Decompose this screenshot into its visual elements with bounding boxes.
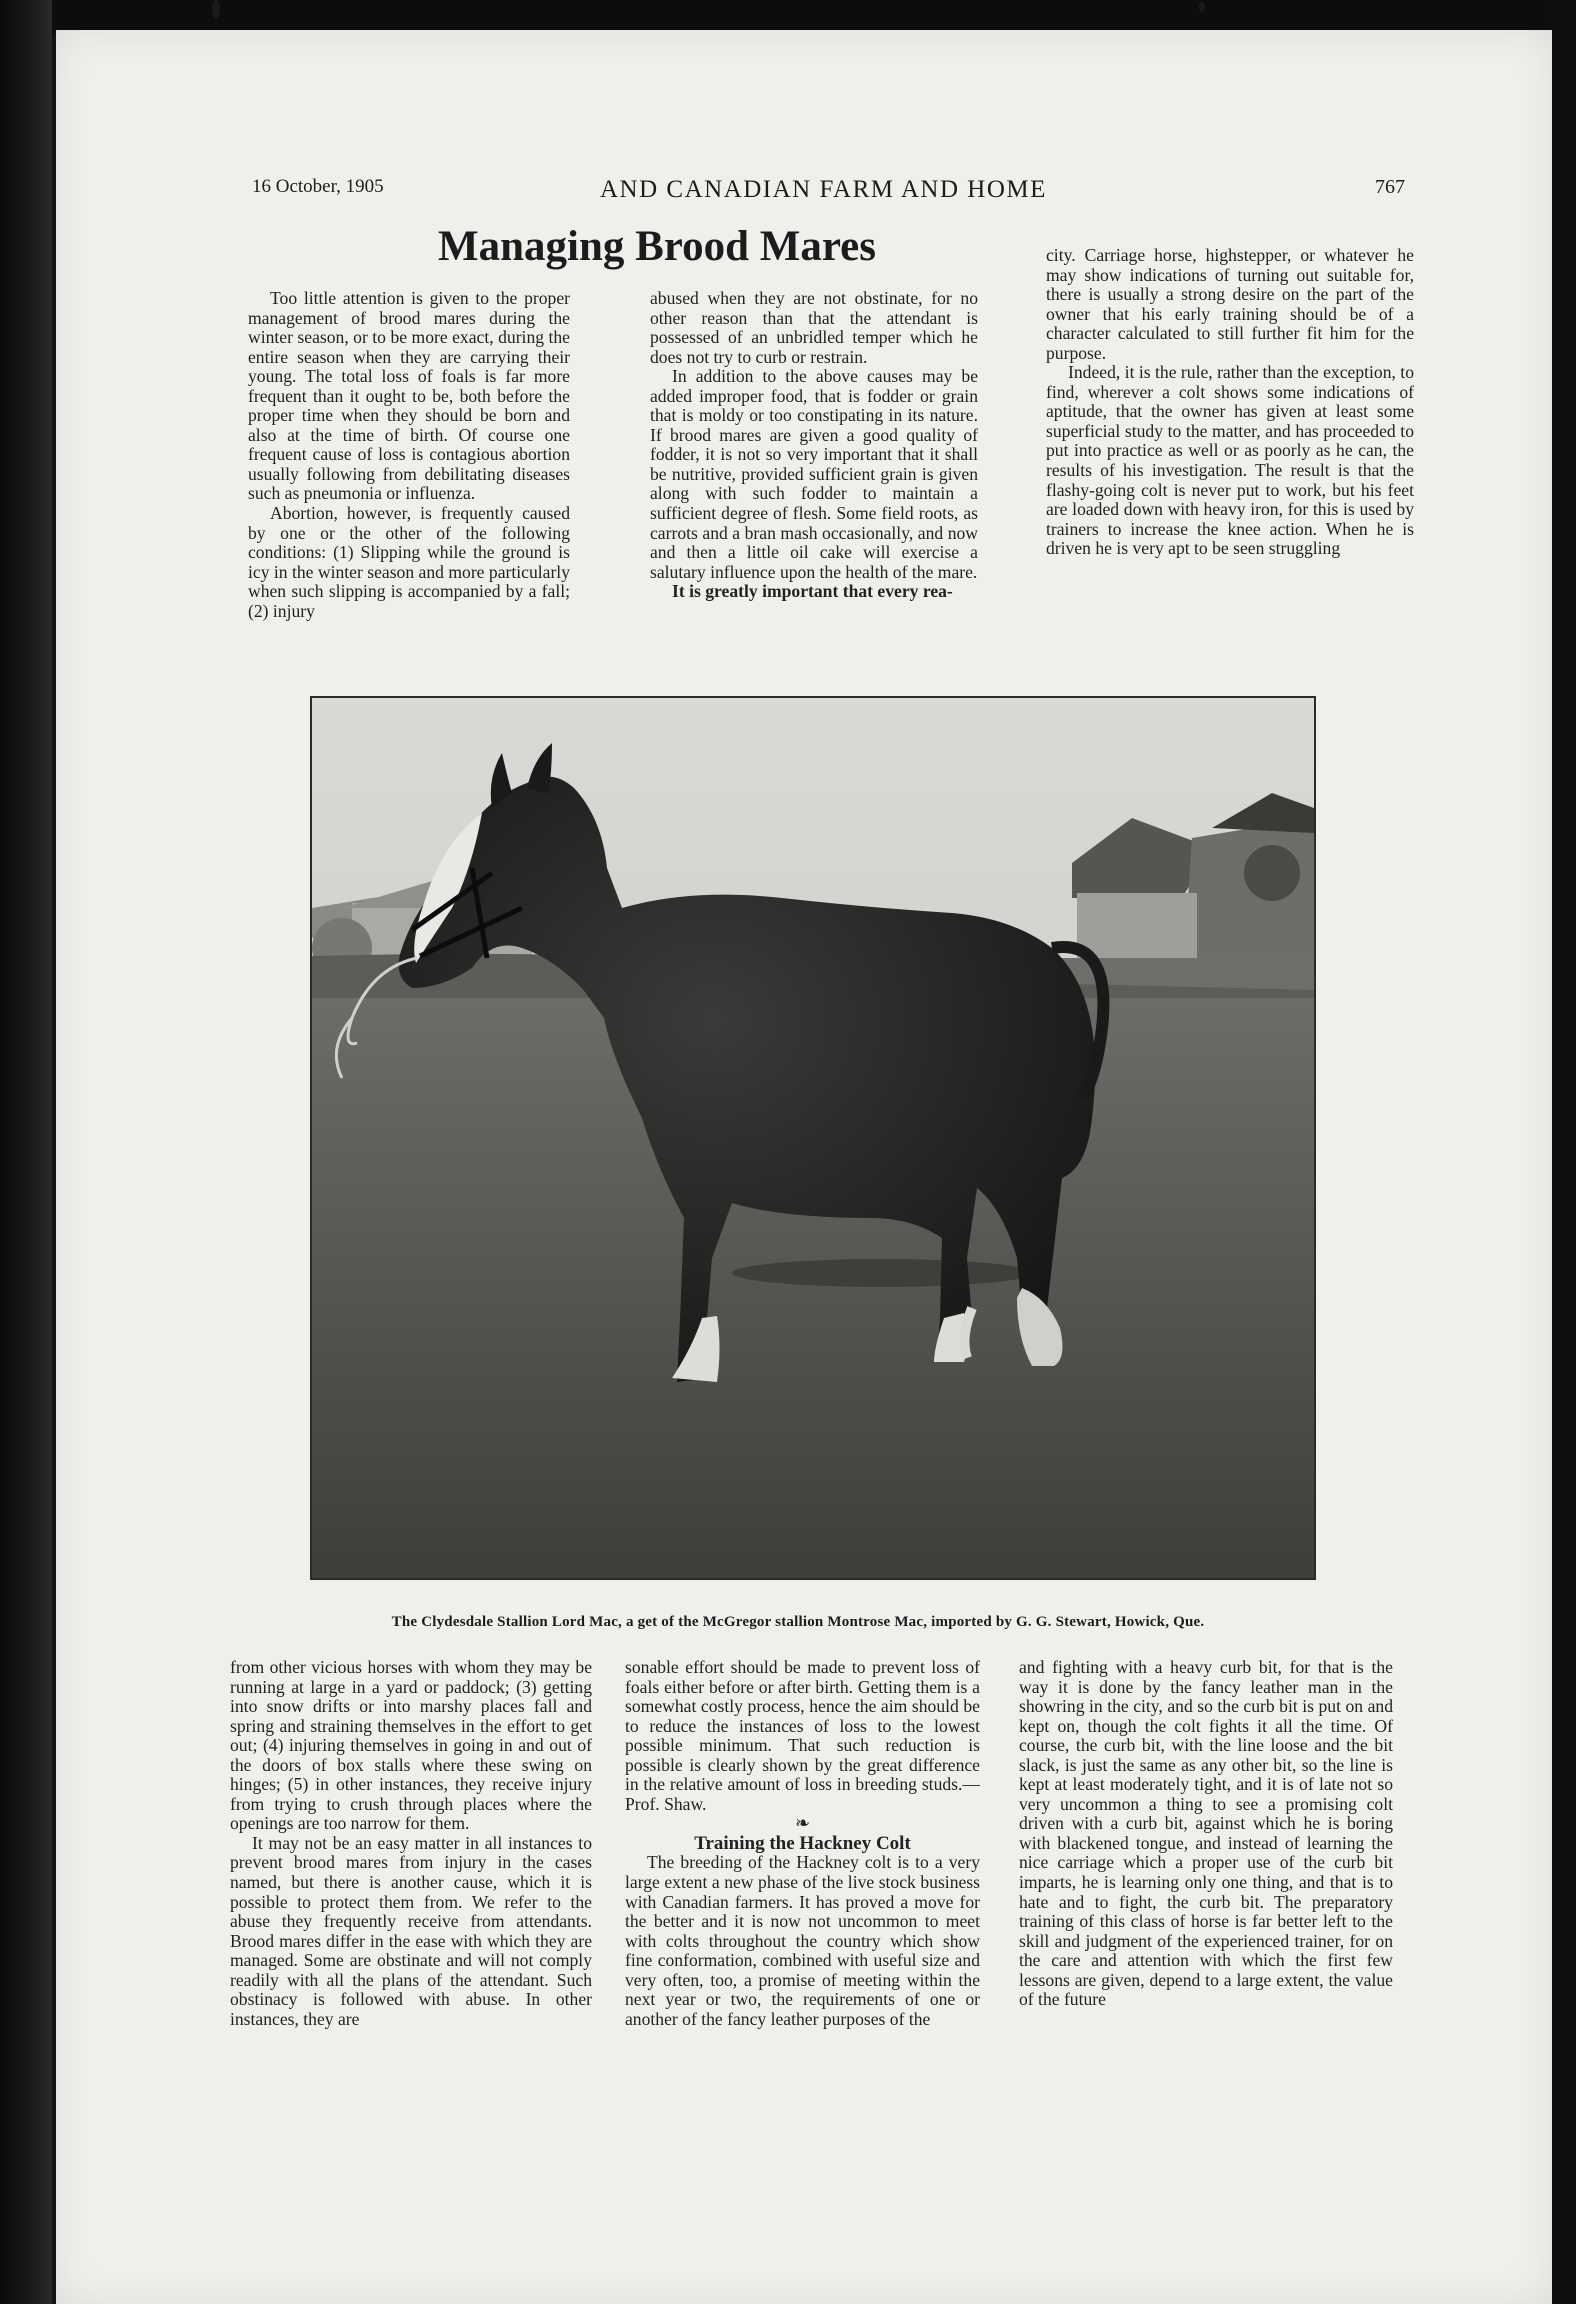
paragraph: abused when they are not obstinate, for no other reason than that the attendant is possessed of an unbridled temper which he does not try to curb or restrain. — [650, 288, 978, 367]
publication-name: AND CANADIAN FARM AND HOME — [600, 176, 1047, 203]
paragraph: It may not be an easy matter in all instances to prevent brood mares from injury in the cases named, but there is another cause, which it is possible to protect them from. We refer to the abuse they frequently receive from attendants. Brood mares differ in the ease with which they are managed. Some are obstinate and will not comply readily with all the plans of the attendant. Such obstinacy is followed with abuse. In other instances, they are — [230, 1832, 592, 2029]
article-column-2 — [650, 289, 978, 602]
paragraph: from other vicious horses with whom they may be running at large in a yard or paddock; (3) getting into snow drifts or into marshy places fall and spring and straining themselves in the effort to get out; (4) injuring themselves in going in and out of the doors of box stalls where these swing on hinges; (5) in other instances, they receive injury from trying to crush through places where the openings are too narrow for them. — [230, 1657, 592, 1834]
paragraph: It is greatly important that every rea- — [672, 581, 953, 602]
article-column-1 — [248, 289, 570, 621]
article-column-6 — [1019, 1658, 1393, 2010]
paragraph: Indeed, it is the rule, rather than the exception, to find, wherever a colt shows some indications of aptitude, that the owner has given at least some superficial study to the matter, and has proceeded to put into practice as well or as poorly as he can, the results of his investigation. The result is that the flashy-going colt is never put to work, but his feet are loaded down with heavy iron, for this is used by trainers to increase the knee action. When he is driven he is very apt to be seen struggling — [1046, 362, 1414, 559]
article-column-4 — [230, 1658, 592, 2029]
photo-caption: The Clydesdale Stallion Lord Mac, a get of the McGregor stallion Montrose Mac, imported by G. G. Stewart, Howick, Que. — [391, 1614, 1205, 1630]
paragraph: Abortion, however, is frequently caused by one or the other of the following conditions: (1) Slipping while the ground is icy in the winter season and more particularly when such slipping is accompanied by a fall; (2) injury — [248, 503, 570, 621]
section-ornament: ❧ — [794, 1813, 811, 1834]
scan-border-right — [1550, 0, 1576, 2304]
scan-speck — [212, 0, 220, 18]
article-title: Managing Brood Mares — [438, 223, 876, 270]
clydesdale-stallion-image — [312, 698, 1314, 1578]
scan-border-left — [0, 0, 52, 2304]
article-column-5 — [625, 1658, 980, 2029]
article-column-3 — [1046, 246, 1414, 559]
paragraph: The breeding of the Hackney colt is to a very large extent a new phase of the live stock business with Canadian farmers. It has proved a move for the better and it is now not uncommon to meet with colts throughout the country which show fine conformation, combined with useful size and very often, too, a promise of meeting within the next year or two, the requirements of one or another of the fancy leather purposes of the — [625, 1852, 980, 2029]
paragraph: Too little attention is given to the proper management of brood mares during the winter season, or to be more exact, during the entire season when they are carrying their young. The total loss of foals is far more frequent than it ought to be, both before the proper time when they should be born and also at the time of birth. Of course one frequent cause of loss is contagious abortion usually following from debilitating diseases such as pneumonia or influenza. — [248, 288, 570, 504]
paragraph: and fighting with a heavy curb bit, for that is the way it is done by the fancy leather man in the showring in the city, and so the curb bit is put on and kept on, though the colt fights it all the time. Of course, the curb bit, with the line loose and the bit slack, is just the same as any other bit, so the line is kept at least moderately tight, and it is of late not so very uncommon a thing to see a promising colt driven with a curb bit, against which he is boring with blackened tongue, and instead of learning the nice carriage which a proper use of the curb bit imparts, he is learning only one thing, and that is to hate and to fight, the curb bit. The preparatory training of this class of horse is far better left to the skill and judgment of the experienced trainer, for on the care and attention with which the first few lessons are given, depend to a large extent, the value of the future — [1019, 1657, 1393, 2010]
paragraph: sonable effort should be made to prevent loss of foals either before or after birth. Getting them is a somewhat costly process, hence the aim should be to reduce the instances of loss to the lowest possible minimum. That such reduction is possible is clearly shown by the great difference in the relative amount of loss in breeding studs.—Prof. Shaw. — [625, 1657, 980, 1814]
section-heading: Training the Hackney Colt — [694, 1832, 911, 1854]
horse-photograph — [310, 696, 1316, 1580]
paragraph: In addition to the above causes may be added improper food, that is fodder or grain that is moldy or too constipating in its nature. If brood mares are given a good quality of fodder, it is not so very important that it shall be nutritive, provided sufficient grain is given along with such fodder to maintain a sufficient degree of flesh. Some field roots, as carrots and a bran mash occasionally, and now and then a little oil cake will exercise a salutary influence upon the health of the mare. — [650, 366, 978, 582]
scan-border-top — [0, 0, 1576, 34]
scan-speck — [1199, 2, 1205, 12]
page-number: 767 — [1375, 176, 1405, 198]
issue-date: 16 October, 1905 — [252, 176, 384, 197]
paragraph: city. Carriage horse, highstepper, or whatever he may show indications of turning out suitable for, there is usually a strong desire on the part of the owner that his early training should be of a character calculated to still further fit him for the purpose. — [1046, 245, 1414, 363]
